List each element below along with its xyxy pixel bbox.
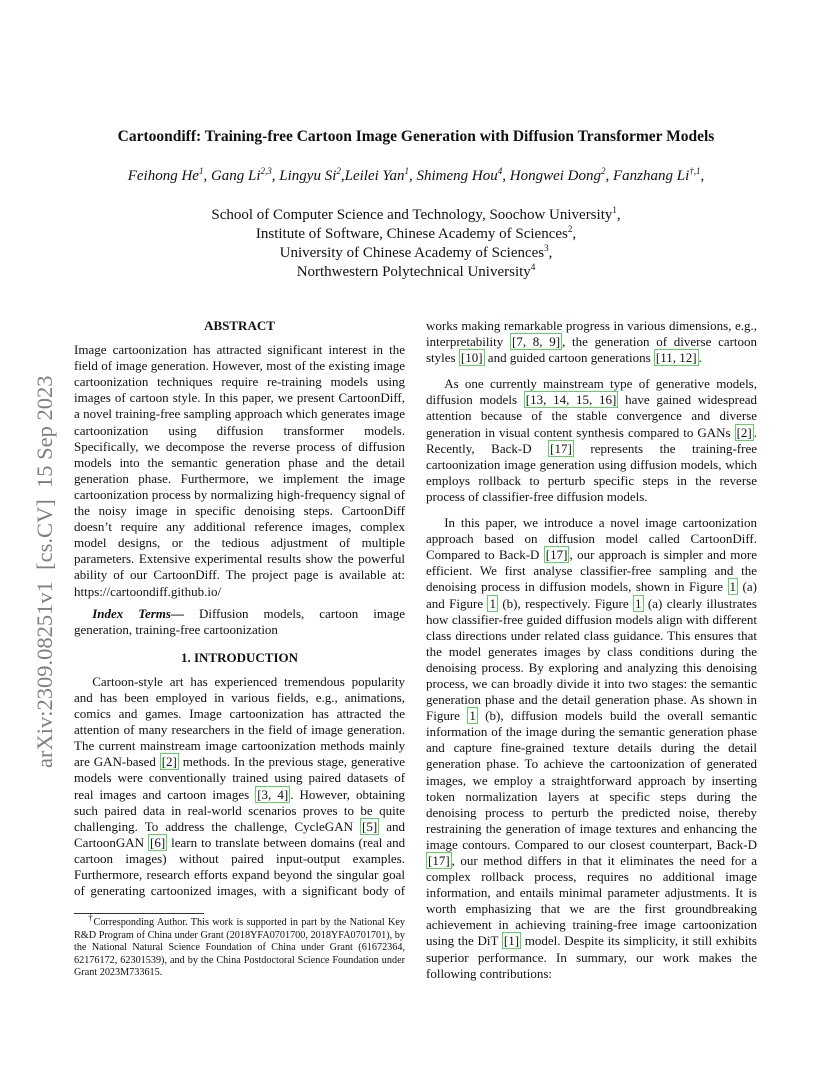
author-name: Leilei Yan <box>344 168 405 184</box>
right-column <box>426 318 757 982</box>
arxiv-watermark <box>18 290 62 770</box>
citation-link[interactable]: [10] <box>460 350 483 366</box>
author-name: Fanzhang Li <box>613 168 690 184</box>
citation-link[interactable]: [3, 4] <box>257 786 289 802</box>
intro-paragraph-2: As one currently mainstream type of generative models, diffusion models [13, 14, 15, 16] have gained widespread attention because of the stable convergence and diverse generation in visual content synthesis compared to GANs [2] . Recently, Back-D [17] represents the training-free cartoonization image generation using diffusion models, which employs rollback to perturb specific steps in the reverse process of classifier-free diffusion models. <box>426 376 758 504</box>
citation-link[interactable]: 1 <box>469 708 476 724</box>
author-name: Lingyu Si <box>279 168 337 184</box>
paragraph-gap <box>426 366 757 376</box>
author-name: Hongwei Dong <box>509 168 602 184</box>
citation-link[interactable]: 1 <box>635 595 642 611</box>
citation-link[interactable]: 1 <box>489 595 496 611</box>
abstract-heading: ABSTRACT <box>204 318 275 333</box>
citation-link[interactable]: [11, 12] <box>655 350 697 366</box>
citation-link[interactable]: 1 <box>729 579 737 595</box>
author-name: Feihong He <box>127 168 199 184</box>
index-terms-label: Index Terms— <box>92 605 184 621</box>
citation-link[interactable]: [1] <box>503 933 520 949</box>
citation-link[interactable]: [7, 8, 9] <box>511 334 561 350</box>
intro-paragraph-1-continued: works making remarkable progress in various dimensions, e.g., interpretability [7, 8, 9] , the generation of diverse cartoon styles [10] and guided cartoon generations [11, 12] . <box>426 318 758 366</box>
author-name: Shimeng Hou <box>416 168 498 184</box>
abstract-text: Image cartoonization has attracted significant interest in the field of image generation. However, most of the existing image cartoonization techniques require re-training models using images of cartoon style. In this paper, we present CartoonDiff, a novel training-free sampling approach which generates image cartoonization using diffusion transformer models. Specifically, we decompose the reverse process of diffusion models into the semantic generation phase and the detail generation phase. Furthermore, we implement the image cartoonization process by normalizing high-frequency signal of the noisy image in specific denoising steps. CartoonDiff doesn’t require any additional reference images, complex model designs, or the tedious adjustment of multiple parameters. Extensive experimental results show the powerful ability of our CartoonDiff. The project page is available at: https://cartoondiff.github.io/ <box>74 342 405 599</box>
citation-link[interactable]: [17] <box>428 853 450 868</box>
author-affiliation-mark: 2 <box>601 166 606 176</box>
arxiv-id-text: arXiv:2309.08251v1 [cs.CV] 15 Sep 2023 <box>32 375 57 768</box>
affiliation-mark: 1 <box>612 205 617 215</box>
footnote-symbol: † <box>88 912 94 923</box>
footnote <box>74 913 405 980</box>
paragraph-gap <box>426 505 757 515</box>
citation-link[interactable]: [2] <box>736 424 752 440</box>
left-column <box>74 318 405 899</box>
citation-link[interactable]: [6] <box>150 834 166 850</box>
affiliation-line: Northwestern Polytechnical University$^4$ <box>296 262 536 280</box>
author-list: Feihong He$^1$, Gang Li$^{2,3}$, Lingyu Si$^2$,Leilei Yan$^1$, Shimeng Hou$^4$, Hongwei Dong$^2$, Fanzhang $Li^{\dagger,1}$, <box>127 166 705 184</box>
author-affiliation-mark: 2 <box>336 166 341 176</box>
affiliation-mark: 2 <box>567 224 573 234</box>
affiliation-line: School of Computer Science and Technology, Soochow University$^1$, <box>211 205 621 223</box>
introduction-body <box>74 674 405 899</box>
index-terms-text: Diffusion models, cartoon image generation, training-free cartoonization <box>74 605 405 637</box>
author-name: Gang Li <box>210 168 261 184</box>
citation-link[interactable]: [17] <box>545 547 568 563</box>
footnote-text <box>74 912 406 980</box>
citation-link[interactable]: [13, 14, 15, 16] <box>525 392 617 408</box>
author-affiliation-mark: †,1 <box>689 166 701 176</box>
intro-paragraph-3: In this paper, we introduce a novel image cartoonization approach based on diffusion model called CartoonDiff. Compared to Back-D [17] , our approach is simpler and more efficient. We first analyse classifier-free sampling and the denoising process in diffusion models, shown in Figure 1 (a) and Figure 1 (b), respectively. Figure 1 (a) clearly illustrates how classifier-free guided diffusion models align with different class directions under related class guidance. This ensures that the model generates images by class conditions during the denoising process. By exploring and analyzing this denoising process, we can broadly divide it into two stages: the semantic generation phase and the detail generation phase. As shown in Figure 1 (b), diffusion models build the overall semantic information of the image during the semantic generation phase and capture fine-grained texture details during the detail generation phase. To achieve the cartoonization of generated images, we employ a straightforward approach by inserting token normalization layers at specific steps during the denoising process to perturb the predicted noise, thereby restraining the generation of image textures and enhancing the image contours. Compared to our closest counterpart, Back-D [17] , our method differs in that it eliminates the need for a complex rollback process, requires no additional image information, and entails minimal parameter adjustments. It is worth emphasizing that we are the first groundbreaking achievement in achieving training-free image cartoonization using the DiT [1] model. Despite its simplicity, it still exhibits superior performance. In summary, our work makes the following contributions: <box>426 515 757 981</box>
intro-paragraph-1: Cartoon-style art has experienced tremendous popularity and has been employed in various fields, e.g., animations, comics and games. Image cartoonization has attracted the attention of many researchers in the field of image generation. The current mainstream image cartoonization methods mainly are GAN-based [2] methods. In the previous stage, generative models were conventionally trained using paired datasets of real images and cartoon images [3, 4] . However, obtaining such paired data in real-world scenarios proves to be quite challenging. To address the challenge, CycleGAN [5] and CartoonGAN [6] learn to translate between domains (real and cartoon images) without paired input-output examples. Furthermore, research efforts expand beyond the singular goal of generating cartoonized images, with a significant body of <box>74 673 406 899</box>
citation-link[interactable]: [17] <box>550 440 572 456</box>
introduction-heading: 1. INTRODUCTION <box>180 649 298 665</box>
author-affiliation-mark: 4 <box>497 166 503 176</box>
paper-title: Cartoondiff: Training-free Cartoon Image Generation with Diffusion Transformer Models <box>117 128 715 145</box>
affiliation-mark: 4 <box>530 262 536 272</box>
index-terms <box>74 606 405 638</box>
author-affiliation-mark: 2,3 <box>260 166 272 176</box>
affiliation-line: Institute of Software, Chinese Academy of Sciences$^2$, <box>255 224 577 242</box>
affiliation-line: University of Chinese Academy of Sciences$^3$, <box>279 243 553 261</box>
citation-link[interactable]: [2] <box>161 754 177 770</box>
affiliations <box>74 206 758 282</box>
author-affiliation-mark: 1 <box>198 166 204 176</box>
footnote-body: Corresponding Author. This work is supported in part by the National Key R&D Program of China under Grant (2018YFA0701700, 2018YFA0701701), by the National Natural Science Foundation of China under Grant (61672364, 62176172, 62301539), and by the China Postdoctoral Science Foundation under Grant 2023M733615. <box>74 917 406 979</box>
affiliation-mark: 3 <box>544 243 549 253</box>
citation-link[interactable]: [5] <box>362 818 378 834</box>
author-affiliation-mark: 1 <box>404 166 410 176</box>
